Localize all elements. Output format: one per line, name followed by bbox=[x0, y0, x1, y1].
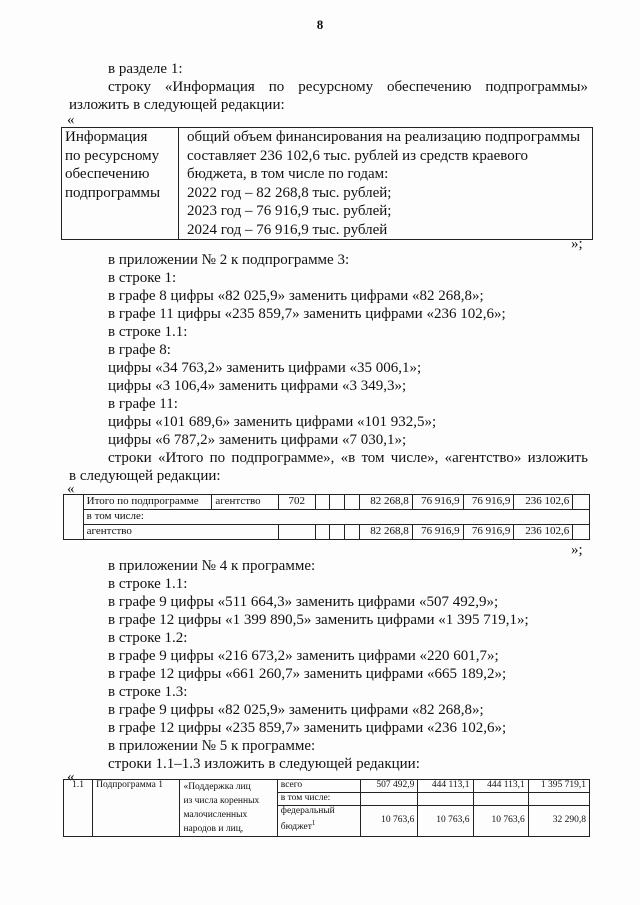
text-line: в графе 9 цифры «511 664,3» заменить цифрами «507 492,9»; bbox=[108, 594, 499, 610]
word: подпрограммы» bbox=[485, 79, 588, 95]
word: строку bbox=[108, 79, 151, 95]
text-line: цифры «101 689,6» заменить цифрами «101 932,5»; bbox=[108, 414, 437, 430]
subprogram-table bbox=[63, 779, 590, 837]
text-line: в разделе 1: bbox=[108, 61, 183, 77]
text-line: в графе 12 цифры «235 859,7» заменить цифрами «236 102,6»; bbox=[108, 720, 507, 736]
text-line: в графе 9 цифры «82 025,9» заменить цифрами «82 268,8»; bbox=[108, 702, 484, 718]
text-line: в следующей редакции: bbox=[69, 468, 221, 484]
open-quote: « bbox=[67, 112, 75, 128]
text-line: в графе 11 цифры «235 859,7» заменить цифрами «236 102,6»; bbox=[108, 306, 506, 322]
page-number: 8 bbox=[316, 17, 324, 32]
word: по bbox=[268, 79, 285, 95]
subprogram-title: «Поддержка лиц из числа коренных малочисленных народов и лиц, bbox=[180, 780, 277, 837]
open-quote: « bbox=[67, 769, 75, 785]
text-line: в приложении № 5 к программе: bbox=[108, 738, 316, 754]
table-row: 1.1 Подпрограмма 1 «Поддержка лиц из числа коренных малочисленных народов и лиц, всего 507 492,9 444 113,1 444 113,1 1 395 719,1 bbox=[64, 780, 590, 793]
text-line: в строке 1.1: bbox=[108, 576, 188, 592]
text-line: в графе 12 цифры «661 260,7» заменить цифрами «665 189,2»; bbox=[108, 666, 507, 682]
text-line: цифры «6 787,2» заменить цифрами «7 030,1»; bbox=[108, 432, 407, 448]
word: «Информация bbox=[164, 79, 255, 95]
source-cell: федеральный бюджет$^1$ bbox=[277, 806, 360, 837]
close-quote: »; bbox=[571, 236, 583, 252]
text-line: в графе 11: bbox=[108, 396, 178, 412]
text-line: в графе 12 цифры «1 399 890,5» заменить цифрами «1 395 719,1»; bbox=[108, 612, 529, 628]
table-row: в том числе: bbox=[64, 793, 590, 806]
text-line: в строке 1: bbox=[108, 270, 177, 286]
table-row: агентство 82 268,8 76 916,9 76 916,9 236 102,6 bbox=[64, 525, 590, 540]
text-line: в графе 8 цифры «82 025,9» заменить цифрами «82 268,8»; bbox=[108, 288, 484, 304]
text-line: в графе 9 цифры «216 673,2» заменить цифрами «220 601,7»; bbox=[108, 648, 499, 664]
open-quote: « bbox=[67, 481, 75, 497]
text-line: цифры «3 106,4» заменить цифрами «3 349,3»; bbox=[108, 378, 407, 394]
text-line: строки 1.1–1.3 изложить в следующей редакции: bbox=[108, 756, 420, 772]
close-quote: »; bbox=[571, 542, 583, 558]
text-line-justified bbox=[108, 78, 588, 96]
text-line-justified: строки «Итого по подпрограмме», «в том числе», «агентство» изложить bbox=[108, 450, 588, 466]
text-line: цифры «34 763,2» заменить цифрами «35 006,1»; bbox=[108, 360, 422, 376]
resource-info-table bbox=[61, 127, 593, 240]
table1-value-cell: общий объем финансирования на реализацию подпрограммы составляет 236 102,6 тыс. рублей из средств краевого бюджета, в том числе по годам: 2022 год – 82 268,8 тыс. рублей; 2023 год – 76 916,9 тыс. рублей; 2024 год – 76 916,9 тыс. рублей bbox=[179, 128, 593, 240]
text-line: в графе 8: bbox=[108, 342, 171, 358]
table-row: Итого по подпрограмме агентство 702 82 268,8 76 916,9 76 916,9 236 102,6 bbox=[64, 495, 590, 510]
text-line: изложить в следующей редакции: bbox=[69, 97, 285, 113]
word: ресурсному bbox=[298, 79, 374, 95]
table-row: в том числе: bbox=[64, 510, 590, 525]
table1-label-cell: Информация по ресурсному обеспечению подпрограммы bbox=[62, 128, 179, 240]
word: обеспечению bbox=[387, 79, 472, 95]
text-line: в приложении № 4 к программе: bbox=[108, 558, 316, 574]
text-line: в строке 1.1: bbox=[108, 324, 188, 340]
text-line: в строке 1.3: bbox=[108, 684, 188, 700]
text-line: в приложении № 2 к подпрограмме 3: bbox=[108, 252, 350, 268]
table-row: федеральный бюджет$^1$ 10 763,6 10 763,6 10 763,6 32 290,8 bbox=[64, 806, 590, 837]
text-line: в строке 1.2: bbox=[108, 630, 188, 646]
totals-table bbox=[63, 494, 590, 540]
